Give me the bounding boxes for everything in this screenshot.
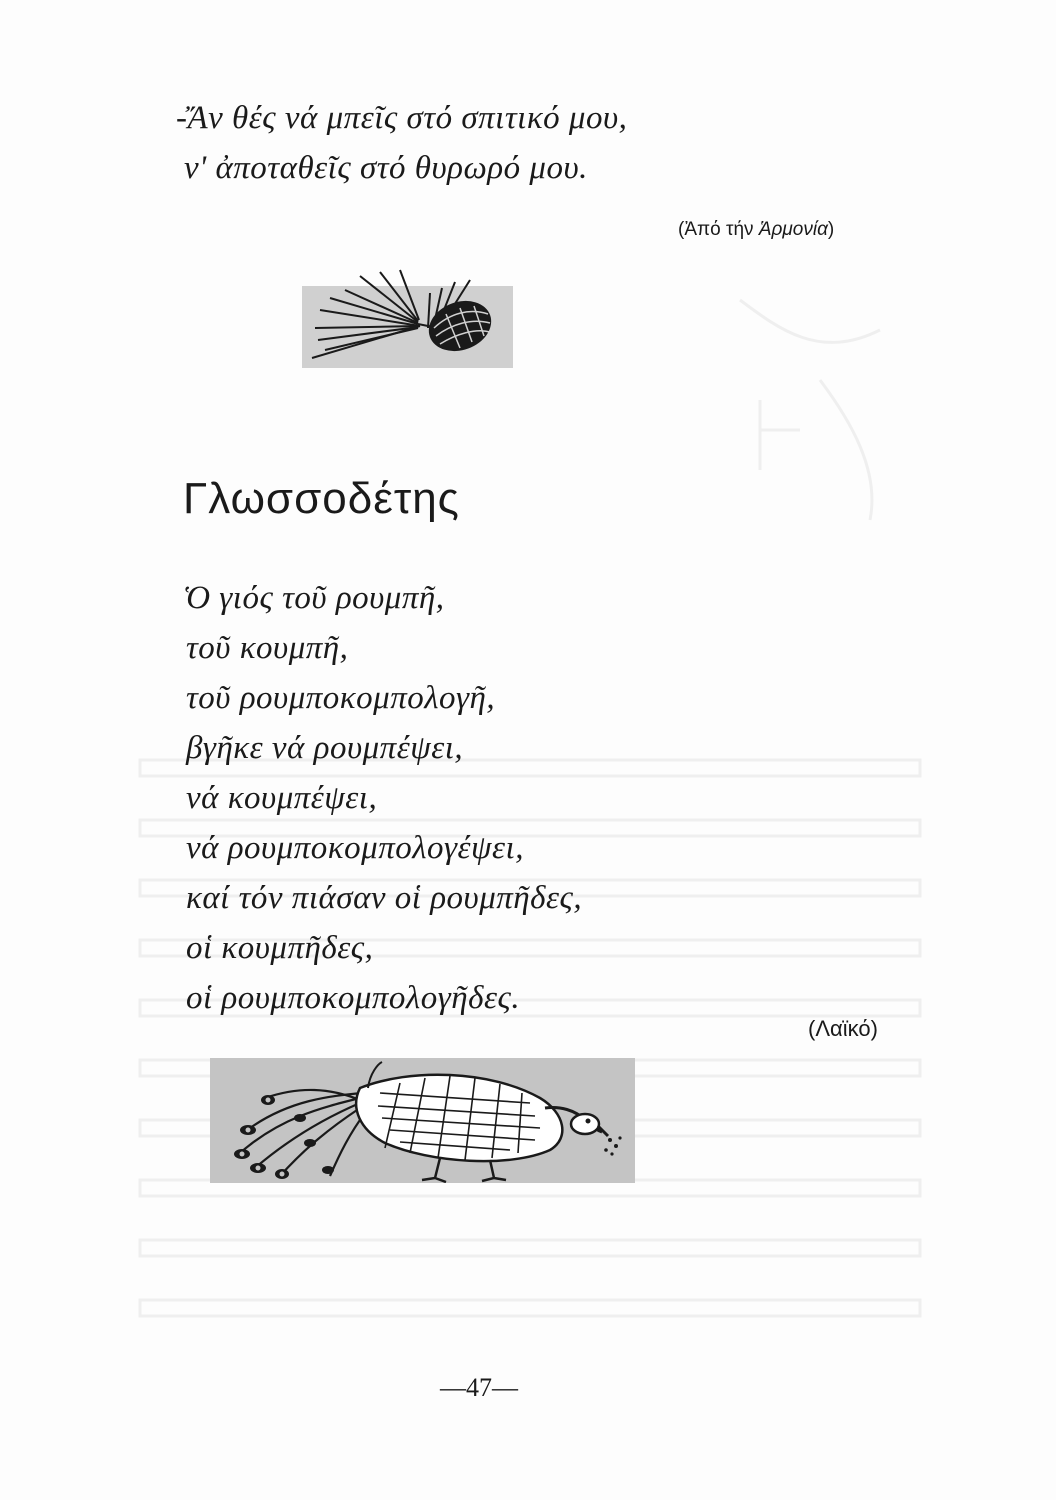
page-number: —47— xyxy=(440,1373,518,1402)
poem-line-8: οἱ κουμπῆδες, xyxy=(186,930,374,966)
poem-line-6: νά ρουμποκομπολογέψει, xyxy=(186,830,524,866)
poem-source: (Λαϊκό) xyxy=(808,1016,878,1041)
peacock-icon xyxy=(210,1058,635,1183)
first-poem-source xyxy=(678,219,834,241)
poem-line-4: βγῆκε νά ρουμπέψει, xyxy=(186,730,464,766)
poem-title: Γλωσσοδέτης xyxy=(183,474,460,523)
first-poem-line-2: ν' ἀποταθεῖς στό θυρωρό μου. xyxy=(184,150,588,186)
pine-cone-branch-icon xyxy=(300,268,515,373)
first-poem-line-1: -Ἄν θές νά μπεῖς στό σπιτικό μου, xyxy=(176,100,628,136)
source-title: Ἁρμονία xyxy=(758,219,828,240)
poem-line-1: Ὁ γιός τοῦ ρουμπῆ, xyxy=(183,580,445,616)
source-prefix: (Ἀπό τήν xyxy=(678,219,759,240)
poem-line-3: τοῦ ρουμποκομπολογῆ, xyxy=(186,680,496,716)
poem-line-9: οἱ ρουμποκομπολογῆδες. xyxy=(186,980,521,1016)
source-suffix: ) xyxy=(827,219,835,240)
poem-line-7: καί τόν πιάσαν οἱ ρουμπῆδες, xyxy=(186,880,583,916)
poem-line-5: νά κουμπέψει, xyxy=(186,780,378,816)
poem-line-2: τοῦ κουμπῆ, xyxy=(186,630,349,666)
